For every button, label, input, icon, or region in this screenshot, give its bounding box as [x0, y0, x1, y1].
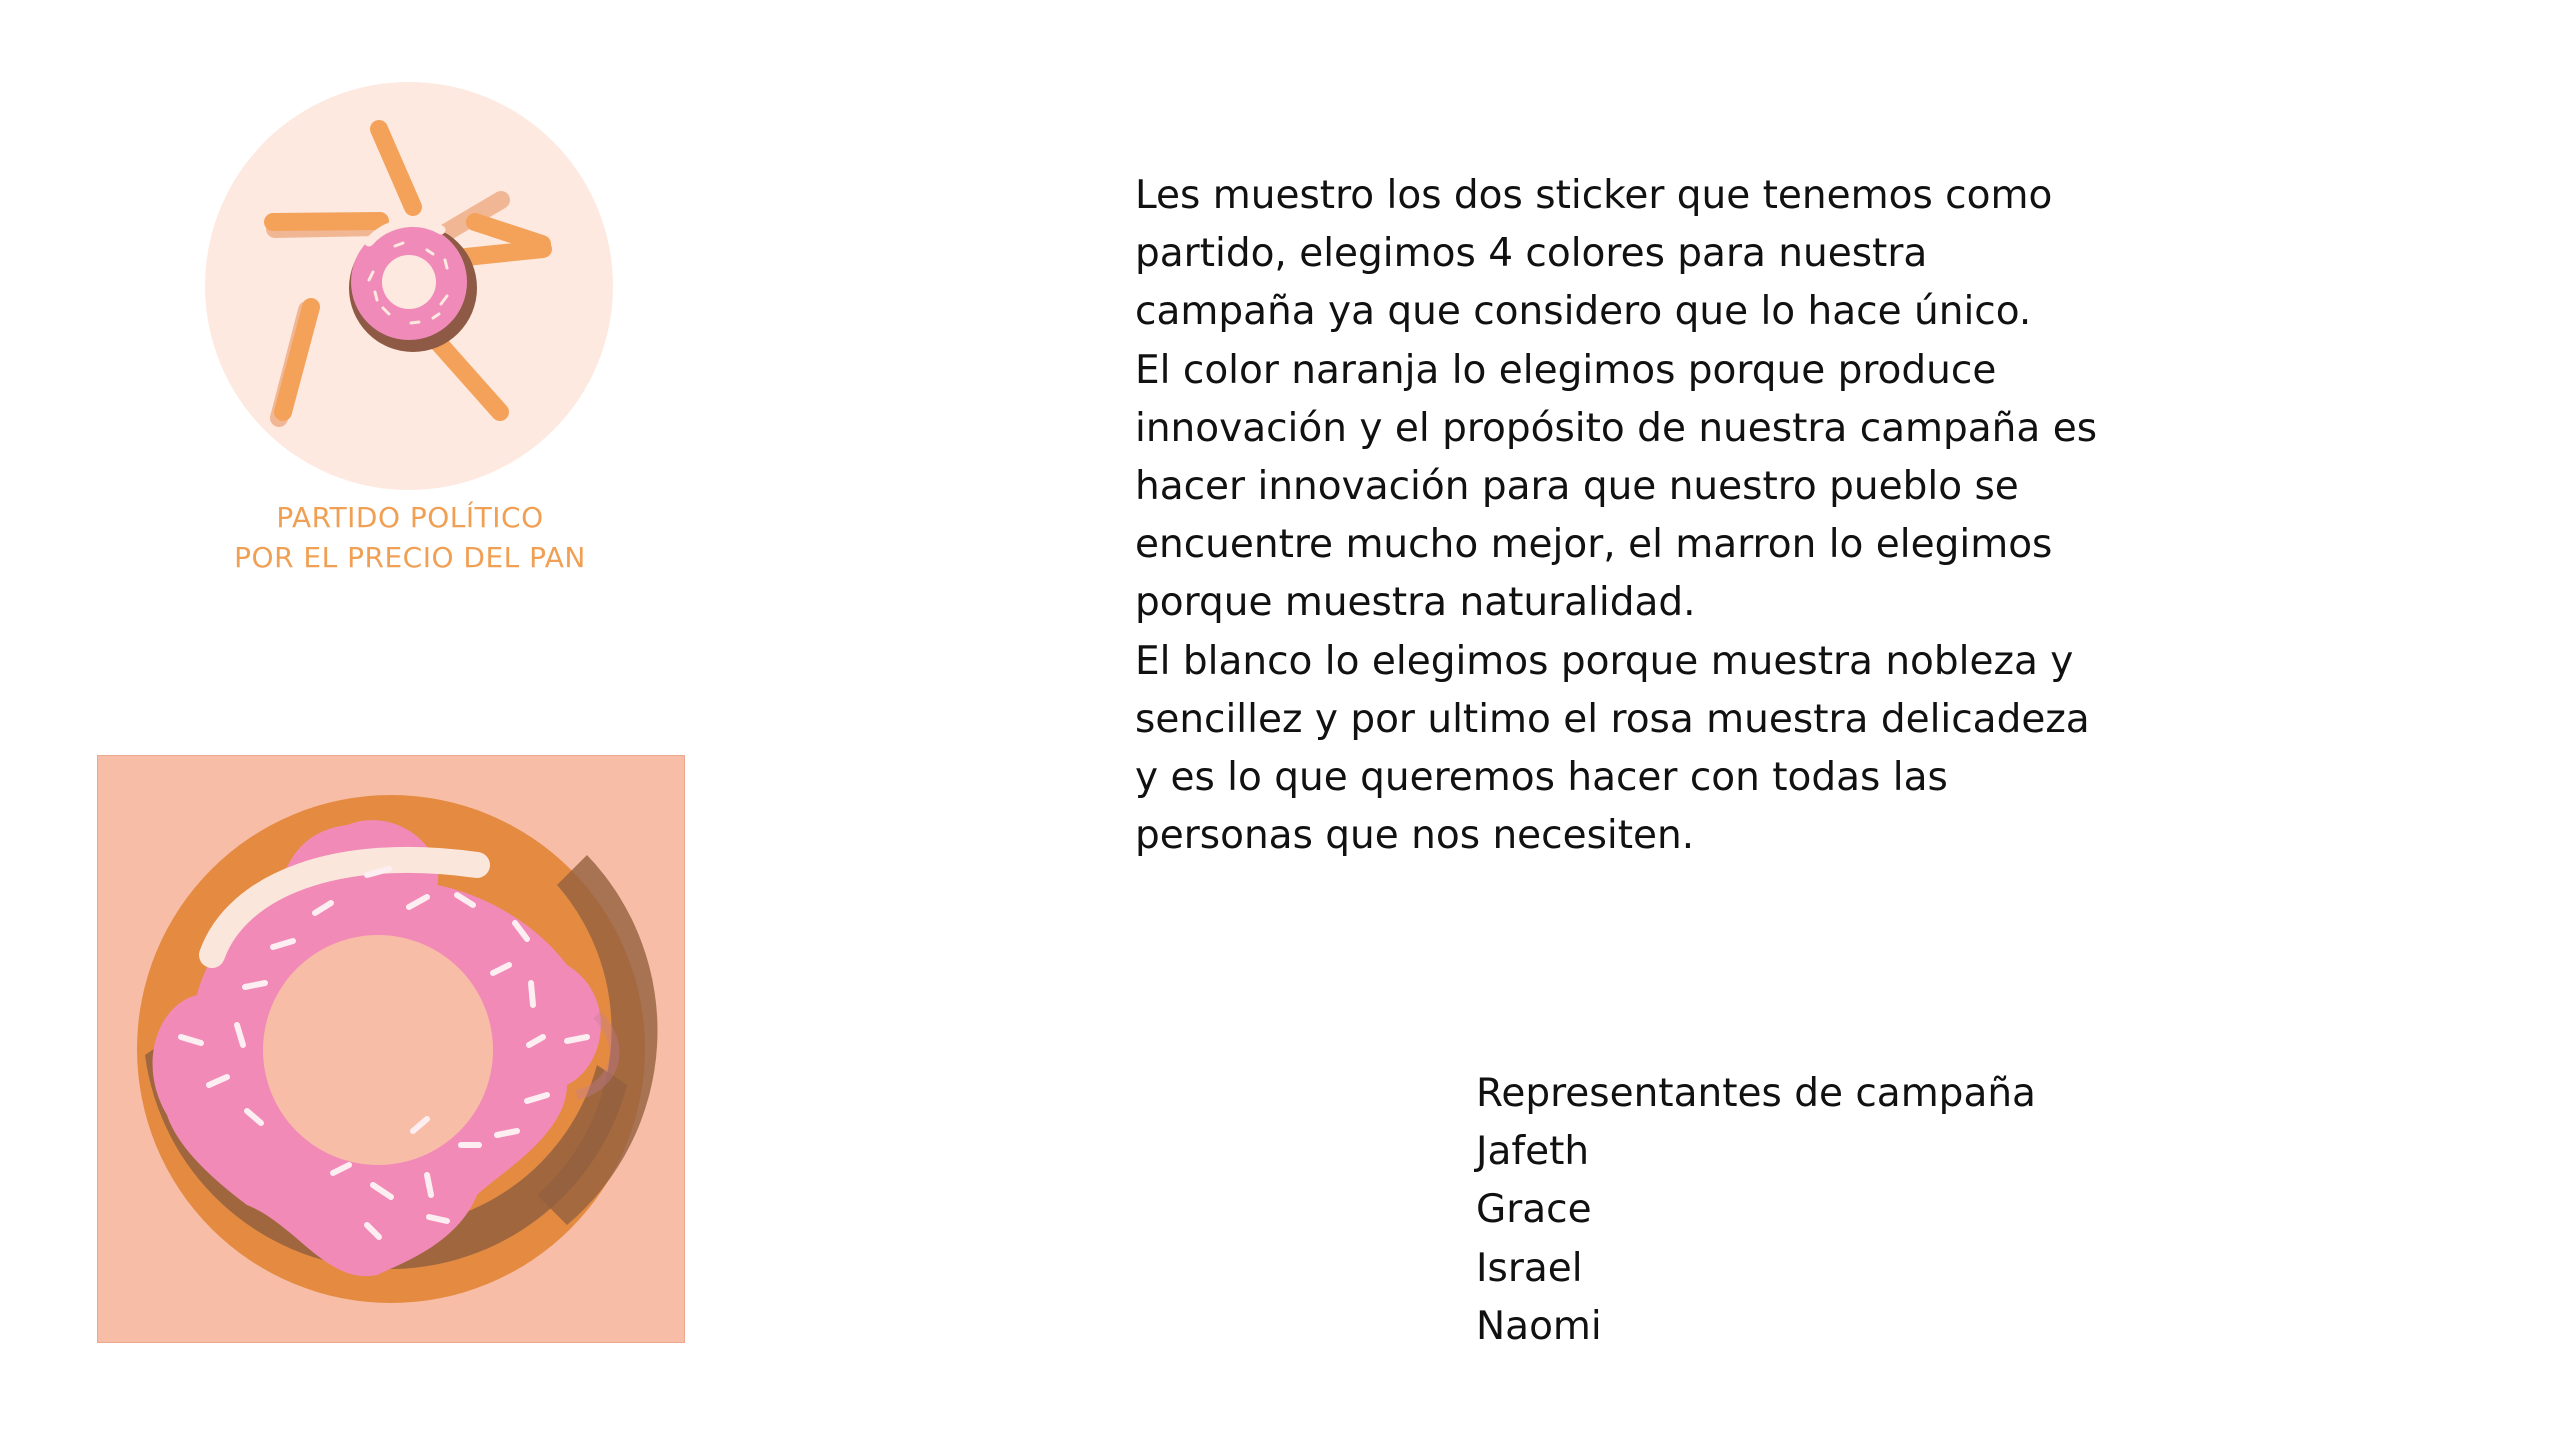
representatives-list: [1476, 1065, 2036, 1356]
logo-caption: [150, 498, 670, 578]
representative-name: Grace: [1476, 1187, 1592, 1233]
description-line: El blanco lo elegimos porque muestra nobleza y: [1135, 638, 2074, 684]
description-line: porque muestra naturalidad.: [1135, 580, 1696, 626]
description-text: [1135, 167, 2185, 865]
logo-caption-line-1: PARTIDO POLÍTICO: [276, 501, 544, 534]
description-line: El color naranja lo elegimos porque produce: [1135, 347, 1997, 393]
donut-sticker: [97, 755, 685, 1343]
description-line: sencillez y por ultimo el rosa muestra delicadeza: [1135, 696, 2090, 742]
description-line: personas que nos necesiten.: [1135, 813, 1695, 859]
description-line: Les muestro los dos sticker que tenemos como: [1135, 173, 2053, 218]
description-line: encuentre mucho mejor, el marron lo elegimos: [1135, 522, 2053, 568]
representative-name: Israel: [1476, 1245, 1583, 1291]
donut-hole: [263, 935, 493, 1165]
description-line: hacer innovación para que nuestro pueblo se: [1135, 464, 2019, 510]
description-line: partido, elegimos 4 colores para nuestra: [1135, 231, 1928, 277]
representative-name: Naomi: [1476, 1303, 1602, 1349]
representatives-heading: Representantes de campaña: [1476, 1071, 2036, 1116]
party-logo-sticker: [205, 82, 613, 490]
logo-donut-hole: [382, 255, 436, 309]
description-line: campaña ya que considero que lo hace único.: [1135, 289, 2032, 335]
representative-name: Jafeth: [1476, 1129, 1590, 1175]
logo-caption-line-2: POR EL PRECIO DEL PAN: [234, 541, 586, 574]
description-line: innovación y el propósito de nuestra campaña es: [1135, 405, 2098, 451]
description-line: y es lo que queremos hacer con todas las: [1135, 755, 1948, 801]
